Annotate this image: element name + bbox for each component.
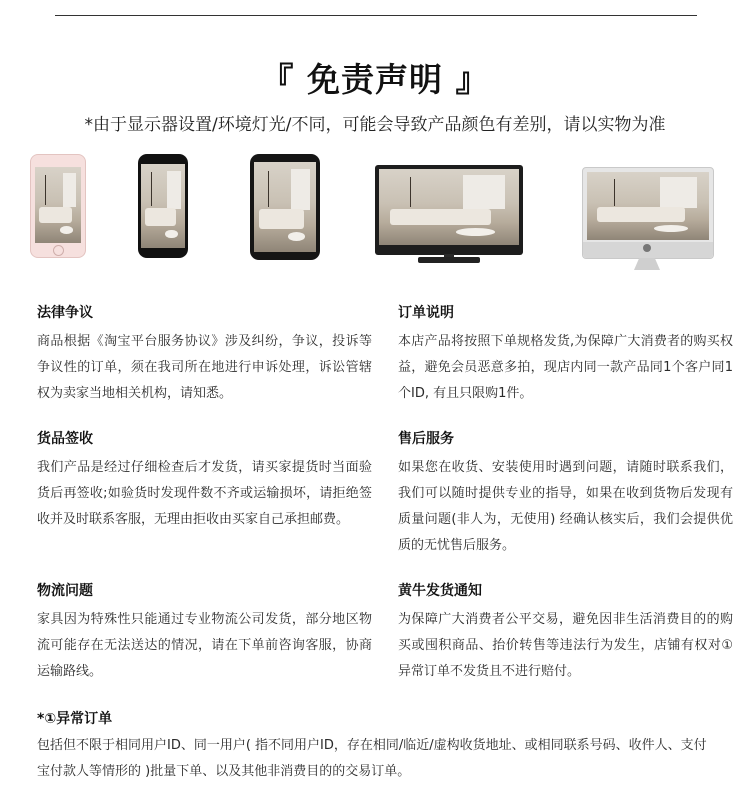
section-body: 本店产品将按照下单规格发货,为保障广大消费者的购买权益，避免会员恶意多拍，现店内同一款产品同1个客户同1个ID, 有且只限购1件。	[398, 334, 733, 401]
section-order	[398, 303, 733, 407]
section-body: 我们产品是经过仔细检查后才发货，请买家提货时当面验货后再签收;如验货时发现件数不齐或运输损坏，请拒绝签收并及时联系客服，无理由拒收由买家自己承担邮费。	[37, 460, 372, 527]
section-aftersales	[398, 429, 733, 559]
section-title: 售后服务	[398, 431, 454, 447]
section-body: 家具因为特殊性只能通过专业物流公司发货，部分地区物流可能存在无法送达的情况，请在下单前咨询客服，协商运输路线。	[37, 612, 372, 679]
section-body: 包括但不限于相同用户ID、同一用户( 指不同用户ID，存在相同/临近/虚构收货地址、或相同联系号码、收件人、支付宝付款人等情形的 )批量下单、以及其他非消费目的的交易订单。	[37, 738, 707, 779]
section-receipt	[37, 429, 372, 533]
device-comparison-row	[0, 150, 750, 280]
section-title: 物流问题	[37, 583, 93, 599]
apple-logo-icon	[643, 244, 651, 252]
section-logistics	[37, 581, 372, 685]
rose-phone-icon	[30, 154, 86, 258]
section-body: 如果您在收货、安装使用时遇到问题，请随时联系我们，我们可以随时提供专业的指导，如果在收到货物后发现有质量问题(非人为，无使用) 经确认核实后，我们会提供优质的无忧售后服务。	[398, 460, 733, 553]
desktop-stand	[634, 258, 660, 270]
section-title: 订单说明	[398, 305, 454, 321]
section-scalper	[398, 581, 733, 685]
black-phone-icon	[138, 154, 188, 258]
section-body: 为保障广大消费者公平交易，避免因非生活消费目的的购买或囤积商品、抬价转售等违法行为发生，店铺有权对①异常订单不发货且不进行赔付。	[398, 612, 733, 679]
color-disclaimer: *由于显示器设置/环境灯光/不同，可能会导致产品颜色有差别，请以实物为准	[84, 115, 666, 135]
section-abnormal-order	[37, 709, 717, 785]
section-title: 货品签收	[37, 431, 93, 447]
page-title: 『 免责声明 』	[260, 60, 490, 99]
section-title: *①异常订单	[37, 711, 113, 727]
section-title: 法律争议	[37, 305, 93, 321]
section-body: 商品根据《淘宝平台服务协议》涉及纠纷，争议，投诉等争议性的订单，须在我司所在地进行申诉处理，诉讼管辖权为卖家当地相关机构，请知悉。	[37, 334, 372, 401]
section-title: 黄牛发货通知	[398, 583, 482, 599]
tv-icon	[375, 165, 523, 255]
tv-stand	[418, 257, 480, 263]
section-legal	[37, 303, 372, 407]
top-divider	[55, 15, 697, 16]
desktop-computer-icon	[582, 167, 714, 259]
black-phone-wide-icon	[250, 154, 320, 260]
